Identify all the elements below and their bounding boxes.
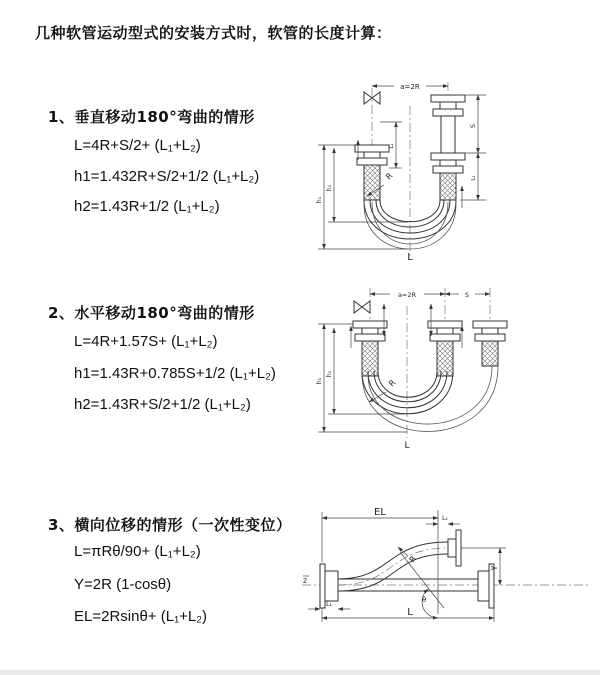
- centerline-mark-label: Z: [303, 578, 308, 585]
- right-flange2-plate: [431, 153, 465, 160]
- diagram-horizontal-180: [310, 276, 590, 462]
- section2-formula-h2: h2=1.43R+S/2+1/2 (L₁+L₂): [74, 396, 251, 413]
- right-flange2-neck: [440, 160, 456, 166]
- right-braid-hose: [440, 173, 456, 200]
- section1-formula-h2: h2=1.43R+1/2 (L₁+L₂): [74, 198, 220, 215]
- right-flange2-plate2: [433, 166, 463, 173]
- centerline-mark: [303, 576, 309, 585]
- left-pipe-end: [353, 321, 387, 376]
- section3-formula-EL: EL=2Rsinθ+ (L₁+L₂): [74, 608, 208, 625]
- dim-el: [322, 507, 438, 565]
- dim-label-h1: h₁: [316, 377, 323, 385]
- dim-label-l1-left: L₁: [326, 601, 332, 608]
- dim-label-h2: h₂: [326, 184, 333, 192]
- section1-heading: 1、垂直移动180°弯曲的情形: [48, 108, 255, 126]
- left-braid-hose: [364, 165, 380, 200]
- valve-icon: [354, 301, 370, 313]
- dim-label-a2r: a=2R: [400, 83, 420, 91]
- s-curve-hose: [338, 542, 448, 591]
- section1-formula-h1: h1=1.432R+S/2+1/2 (L₁+L₂): [74, 168, 260, 185]
- hose-u-bend: [364, 200, 456, 249]
- dim-label-h1: h₁: [316, 196, 323, 204]
- section3-heading: 3、横向位移的情形（一次性变位）: [48, 516, 292, 534]
- diagram-vertical-180: [310, 68, 590, 264]
- dim-label-h2: h₂: [326, 370, 333, 378]
- dim-label-s: S: [464, 291, 470, 299]
- dim-label-l: L: [404, 441, 410, 451]
- dim-l1-top: [426, 515, 460, 524]
- dim-label-r: R: [387, 378, 398, 389]
- left-flange-plate2: [357, 158, 387, 165]
- dim-label-l1-left: L₁: [389, 143, 395, 149]
- dim-label-a2r: a=2R: [397, 291, 417, 299]
- upper-flange: [448, 530, 461, 566]
- dim-label-el: EL: [374, 507, 386, 518]
- dim-label-theta: θ: [422, 596, 427, 604]
- dim-l1-left: [308, 601, 350, 609]
- section1-formula-L: L=4R+S/2+ (L₁+L₂): [74, 137, 201, 154]
- section2-formula-h1: h1=1.43R+0.785S+1/2 (L₁+L₂): [74, 365, 276, 382]
- dim-label-l1-right: L₁: [471, 175, 477, 181]
- dim-label-r: R: [407, 554, 419, 565]
- section2-formula-L: L=4R+1.57S+ (L₁+L₂): [74, 333, 218, 350]
- dim-label-s: S: [469, 123, 477, 129]
- page-title: 几种软管运动型式的安装方式时，软管的长度计算：: [35, 24, 392, 42]
- middle-pipe-end: [428, 321, 462, 376]
- right-flange-neck: [440, 102, 456, 109]
- dim-label-r: R: [384, 171, 395, 182]
- section2-heading: 2、水平移动180°弯曲的情形: [48, 304, 255, 322]
- dim-a2r-s: [370, 291, 490, 299]
- section3-formula-Y: Y=2R (1-cosθ): [74, 576, 172, 593]
- dim-label-y: Y: [490, 565, 499, 571]
- left-flange-neck: [364, 152, 380, 158]
- dim-label-l: L: [407, 607, 413, 618]
- scan-edge: [0, 670, 600, 675]
- left-flange-plate: [355, 145, 389, 152]
- dim-a2r: [372, 83, 448, 91]
- right-flange-plate2: [433, 109, 463, 116]
- hose-u-bend: [362, 366, 498, 432]
- right-flange-plate: [431, 95, 465, 102]
- section3-formula-L: L=πRθ/90+ (L₁+L₂): [74, 543, 201, 560]
- dim-label-l: L: [407, 252, 413, 263]
- dim-label-l1-top: L₁: [442, 515, 448, 522]
- right-pipe-end: [473, 321, 507, 366]
- diagram-lateral-displacement: [298, 496, 598, 654]
